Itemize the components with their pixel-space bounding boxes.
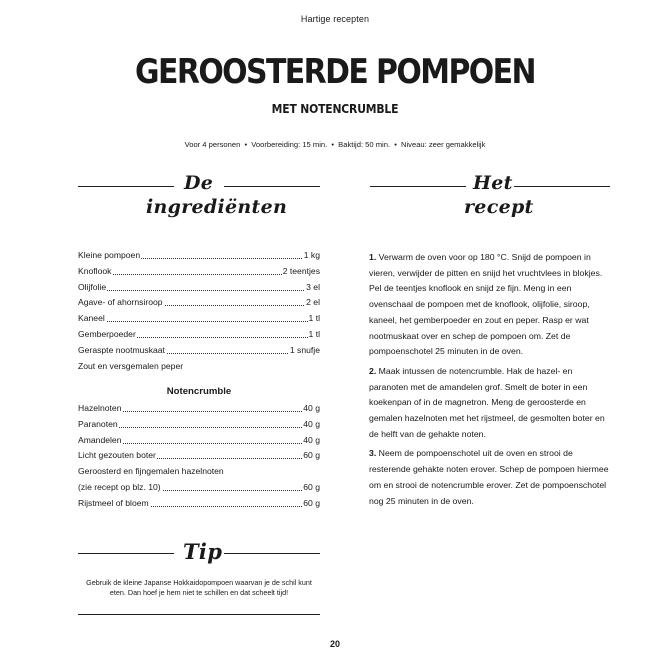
heading-rule [224, 186, 320, 187]
ingredient-row [78, 449, 320, 462]
ingredient-name: Rijstmeel of bloem [78, 497, 149, 508]
ingredient-quantity: 60 g [303, 497, 320, 508]
heading-rule [224, 553, 320, 554]
ingredient-name: Hazelnoten [78, 403, 122, 413]
ingredient-row [78, 402, 320, 415]
page-number: 20 [329, 639, 340, 649]
recipe-step [369, 364, 609, 443]
ingredient-row [78, 481, 320, 494]
ingredient-row [78, 360, 320, 373]
ingredient-quantity: 1 kg [303, 250, 320, 260]
recipe-subtitle: MET NOTENCRUMBLE [271, 102, 399, 116]
ingredient-row [78, 434, 320, 447]
ingredient-name: Paranoten [78, 418, 118, 429]
ingredient-row [78, 497, 320, 510]
ingredient-name: Licht gezouten boter [78, 450, 156, 461]
running-head: Hartige recepten [300, 14, 370, 24]
ingredient-quantity: 1 tl [308, 329, 320, 339]
meta-bake-time: Baktijd: 50 min. [338, 140, 391, 149]
ingredients-heading-line1: De [184, 172, 214, 194]
dot-leader [78, 321, 320, 322]
dot-leader [78, 290, 320, 291]
crumble-heading: Notencrumble [166, 386, 232, 397]
step-text: Neem de pompoenschotel uit de oven en strooi de resterende gehakte noten erover. Schep de pompoen hiermee om en strooi de notencrumble erover. Zet de pompoenschotel nog 25 minuten in de oven. [369, 448, 609, 506]
recipe-steps [369, 250, 609, 513]
ingredient-name: Knoflook [78, 265, 112, 276]
ingredient-quantity: 40 g [303, 403, 320, 413]
ingredient-name: Gemberpoeder [78, 329, 136, 339]
ingredient-quantity: 40 g [303, 434, 320, 445]
ingredient-quantity: 3 el [306, 281, 320, 292]
ingredients-heading-line2: ingrediënten [146, 196, 288, 218]
tip-heading-word: Tip [183, 539, 223, 564]
heading-rule [370, 186, 466, 187]
tip-text: Gebruik de kleine Japanse Hokkaidopompoen waarvan je de schil kunt eten. Dan hoef je hem niet te schillen en dat scheelt tijd! [86, 578, 312, 597]
heading-rule [78, 186, 174, 187]
ingredient-quantity: 2 el [306, 297, 320, 308]
heading-rule [78, 553, 174, 554]
step-number: 2. [369, 365, 377, 376]
ingredient-row [78, 344, 320, 357]
meta-servings: Voor 4 personen [184, 140, 241, 149]
ingredient-row [78, 249, 320, 262]
recipe-heading-line2: recept [464, 196, 534, 218]
ingredient-row [78, 465, 320, 478]
ingredient-quantity: 40 g [303, 418, 320, 429]
step-number: 1. [369, 252, 377, 262]
ingredient-quantity: 1 snufje [289, 344, 320, 355]
ingredient-name: Geraspte nootmuskaat [78, 344, 165, 355]
ingredient-quantity: 2 teentjes [282, 265, 320, 276]
recipe-step [369, 250, 609, 360]
recipe-step [369, 446, 609, 509]
step-text: Maak intussen de notencrumble. Hak de hazel- en paranoten met de amandelen grof. Smelt de boter in een koekenpan of in de magnetron. Meng de geroosterde en gemalen hazelnoten met het rijstmeel, de gesmolten boter en de helft van de gehakte noten. [369, 365, 605, 439]
meta-level: Niveau: zeer gemakkelijk [401, 140, 486, 149]
ingredient-row [78, 312, 320, 325]
tip-bottom-rule [78, 614, 320, 615]
ingredient-name: Agave- of ahornsiroop [78, 297, 163, 308]
ingredient-name: Kleine pompoen [78, 250, 141, 260]
ingredient-row [78, 328, 320, 341]
step-text: Verwarm de oven voor op 180 °C. Snijd de pompoen in vieren, verwijder de pitten en snijd het vruchtvlees in blokjes. Pel de teentjes knoflook en snijd ze fijn. Meng in een ovenschaal de pompoen met de knoflook, olijfolie, siroop, kaneel, het gemberpoeder en zout en peper. Rasp er wat nootmuskaat over en schep de pompoen om. Zet de pompoenschotel 25 minuten in de oven. [369, 252, 603, 357]
ingredient-quantity: 60 g [303, 450, 320, 461]
ingredient-name: Olijfolie [78, 281, 107, 292]
ingredient-name: (zie recept op blz. 10) [78, 482, 161, 492]
ingredient-row [78, 281, 320, 294]
meta-separator: • [244, 140, 248, 149]
ingredient-quantity: 1 tl [308, 313, 320, 324]
ingredient-row [78, 418, 320, 431]
ingredient-name: Geroosterd en fijngemalen hazelnoten [78, 466, 224, 477]
ingredient-row [78, 296, 320, 309]
step-number: 3. [369, 448, 377, 459]
meta-separator: • [394, 140, 397, 149]
recipe-meta [0, 140, 670, 149]
ingredient-name: Zout en versgemalen peper [78, 360, 184, 371]
recipe-title: GEROOSTERDE POMPOEN [135, 52, 535, 92]
recipe-heading-line1: Het [473, 172, 513, 194]
ingredient-quantity: 60 g [303, 482, 320, 492]
ingredient-row [78, 265, 320, 278]
meta-prep-time: Voorbereiding: 15 min. [251, 140, 328, 149]
ingredient-name: Amandelen [78, 434, 122, 445]
meta-separator: • [331, 140, 335, 149]
ingredient-name: Kaneel [78, 313, 105, 324]
heading-rule [514, 186, 610, 187]
